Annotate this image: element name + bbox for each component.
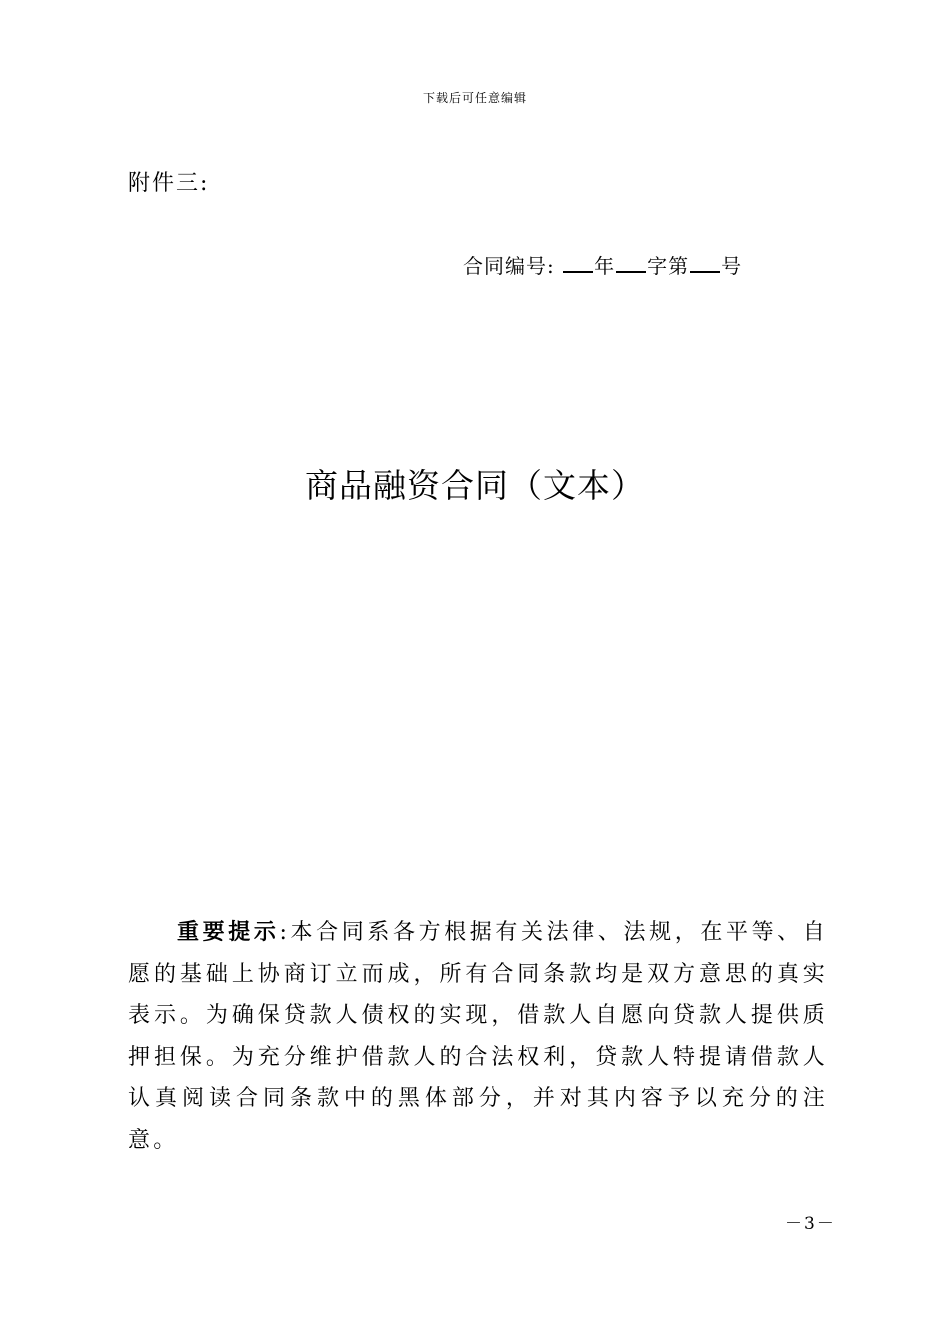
notice-body: 本合同系各方根据有关法律、法规，在平等、自愿的基础上协商订立而成，所有合同条款均是双方意思的真实表示。为确保贷款人债权的实现，借款人自愿向贷款人提供质押担保。为充分维护借款人的合法权利，贷款人特提请借款人认真阅读合同条款中的黑体部分，并对其内容予以充分的注意。: [128, 920, 828, 1153]
page-number: －3－: [785, 1214, 836, 1234]
number-suffix: 号: [721, 254, 743, 278]
contract-number-prefix: 合同编号:: [463, 254, 555, 278]
notice-colon: :: [279, 920, 291, 945]
document-title: 商品融资合同（文本）: [305, 466, 645, 505]
word-suffix: 字第: [647, 254, 690, 278]
number-blank: [690, 253, 720, 273]
word-blank: [616, 253, 646, 273]
notice-label: 重要提示: [177, 919, 280, 945]
page-header: [0, 89, 950, 106]
year-suffix: 年: [594, 254, 616, 278]
important-notice: [128, 912, 828, 1162]
year-blank: [563, 253, 593, 273]
header-note: 下载后可任意编辑: [422, 91, 527, 105]
attachment-label: 附件三:: [128, 171, 210, 196]
contract-number-line: [463, 250, 742, 279]
